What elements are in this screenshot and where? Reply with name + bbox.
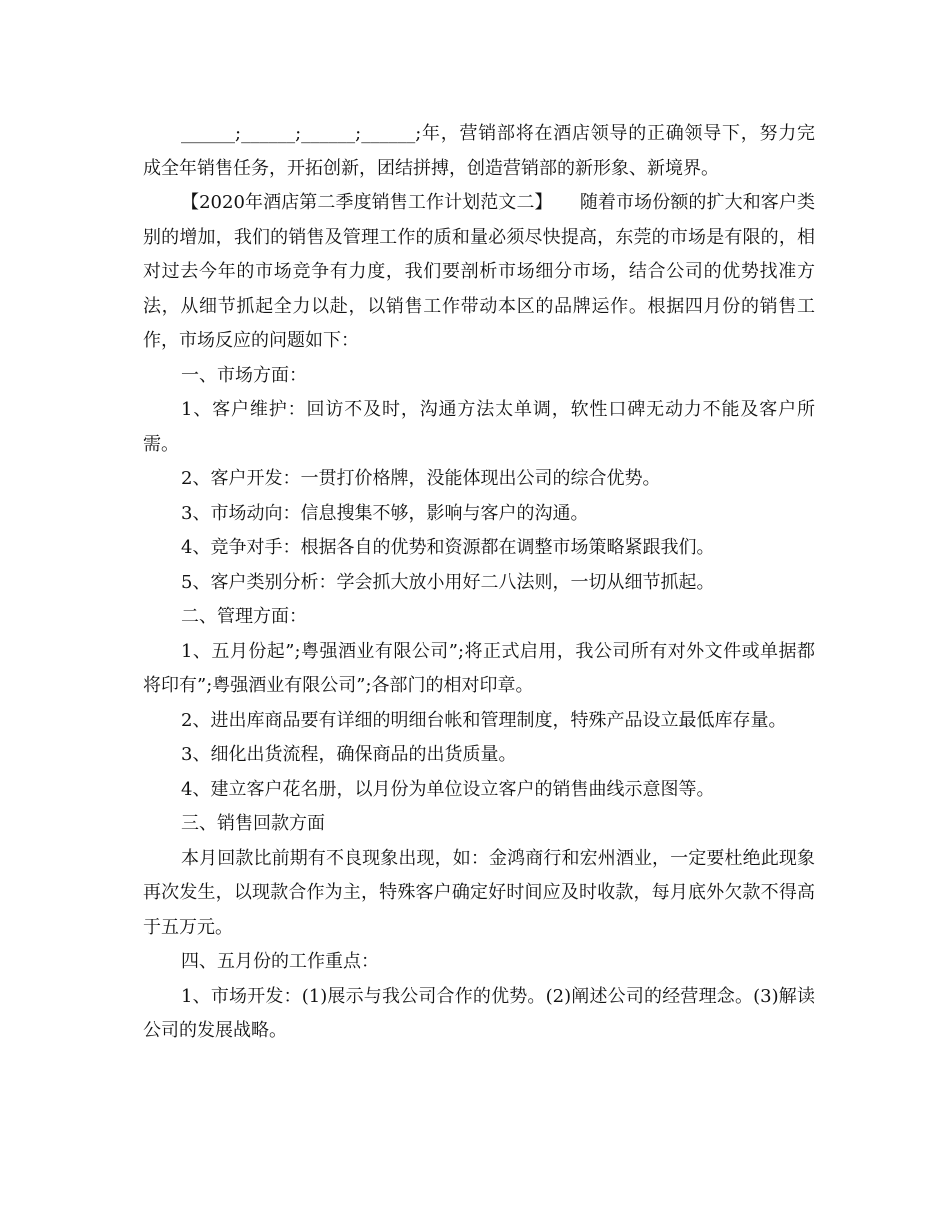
document-body <box>143 117 815 1049</box>
list-item: 1、市场开发：(1)展示与我公司合作的优势。(2)阐述公司的经营理念。(3)解读公司的发展战略。 <box>143 985 815 1041</box>
list-item: 2、进出库商品要有详细的明细台帐和管理制度，特殊产品设立最低库存量。 <box>181 709 787 731</box>
paragraph-collections: 本月回款比前期有不良现象出现，如：金鸿商行和宏州酒业，一定要杜绝此现象再次发生，以现款合作为主，特殊客户确定好时间应及时收款，每月底外欠款不得高于五万元。 <box>143 847 815 938</box>
list-item: 3、细化出货流程，确保商品的出货质量。 <box>181 744 517 765</box>
section-heading-management: 二、管理方面： <box>181 606 307 627</box>
paragraph-intro-closing: ______;______;______;______;年，营销部将在酒店领导的正确领导下，努力完成全年销售任务，开拓创新，团结拼搏，创造营销部的新形象、新境界。 <box>143 123 815 179</box>
list-item: 4、建立客户花名册，以月份为单位设立客户的销售曲线示意图等。 <box>181 778 715 800</box>
list-item: 1、五月份起”;粤强酒业有限公司”;将正式启用，我公司所有对外文件或单据都将印有”;粤强酒业有限公司”;各部门的相对印章。 <box>143 640 815 696</box>
paragraph-plan-two-intro: 【2020年酒店第二季度销售工作计划范文二】 随着市场份额的扩大和客户类别的增加，我们的销售及管理工作的质和量必须尽快提高，东莞的市场是有限的，相对过去今年的市场竞争有力度，我们要剖析市场细分市场，结合公司的优势找准方法，从细节抓起全力以赴，以销售工作带动本区的品牌运作。根据四月份的销售工作，市场反应的问题如下： <box>143 192 815 351</box>
list-item: 2、客户开发：一贯打价格牌，没能体现出公司的综合优势。 <box>181 468 661 489</box>
list-item: 1、客户维护：回访不及时，沟通方法太单调，软性口碑无动力不能及客户所需。 <box>143 399 815 455</box>
list-item: 3、市场动向：信息搜集不够，影响与客户的沟通。 <box>181 502 589 524</box>
section-heading-may-focus: 四、五月份的工作重点： <box>181 951 379 972</box>
section-heading-collections: 三、销售回款方面 <box>181 813 325 834</box>
list-item: 5、客户类别分析：学会抓大放小用好二八法则，一切从细节抓起。 <box>181 571 715 593</box>
section-heading-market: 一、市场方面： <box>181 364 307 386</box>
list-item: 4、竞争对手：根据各自的优势和资源都在调整市场策略紧跟我们。 <box>181 537 715 558</box>
